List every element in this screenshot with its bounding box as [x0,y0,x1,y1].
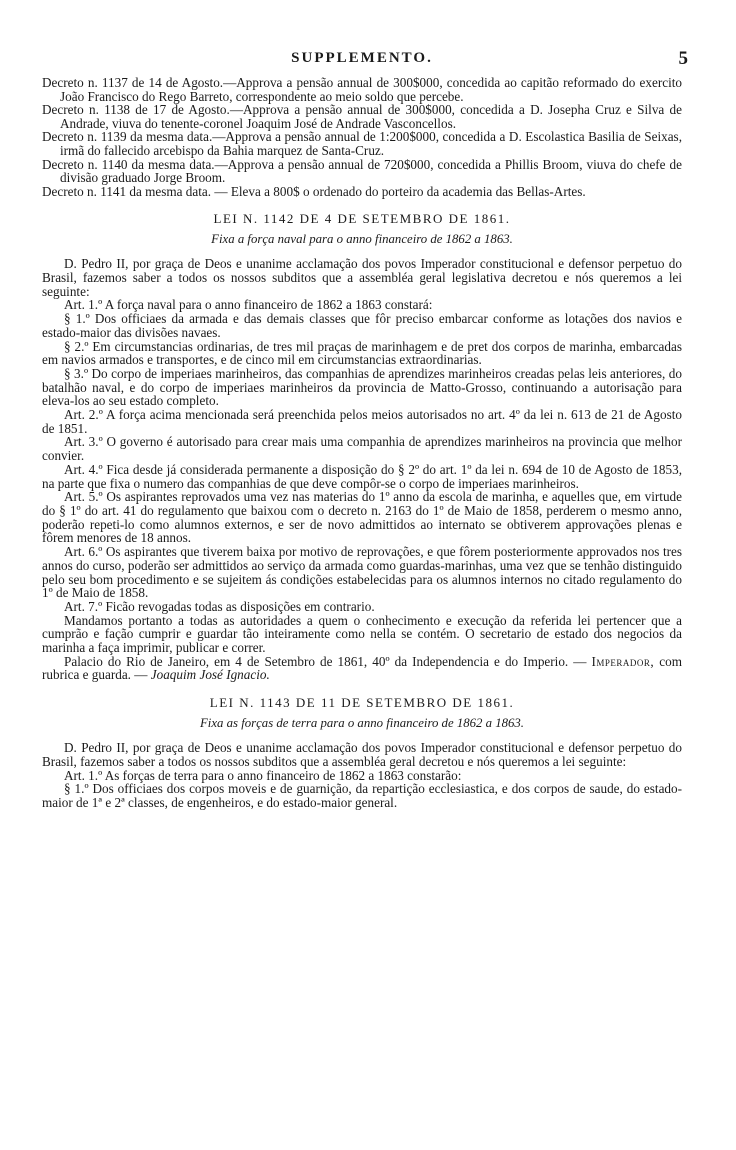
closing-rubric: com rubrica e guarda. — [42,653,683,683]
law-paragraph: Art. 2.º A força acima mencionada será preenchida pelos meios autorisados no art. 4º da lei n. 613 de 21 de Agosto de 1851. [42,407,682,436]
law-subtitle: Fixa a força naval para o anno financeiro de 1862 a 1863. [211,232,513,247]
law-paragraph: Art. 4.º Fica desde já considerada permanente a disposição do § 2º do art. 1º da lei n. 694 de 10 de Agosto de 1853, na parte que fixa o numero das companhias de que deve compôr-se o corpo de imperiaes marinheiros. [42,461,682,491]
closing-text: Palacio do Rio de Janeiro, em 4 de Setembro de 1861, 40º da Independencia e do Imperio. — [64,653,587,669]
decree-list [42,76,682,198]
law-paragraph: Art. 1.º As forças de terra para o anno financeiro de 1862 a 1863 constarão: [64,767,462,783]
law-paragraph: Art. 3.º O governo é autorisado para crear mais uma companhia de aprendizes marinheiros na provincia que melhor convier. [42,434,682,464]
decree-entry: Decreto n. 1137 de 14 de Agosto.—Approva a pensão annual de 300$000, concedida ao capitão reformado do exercito João Francisco do Rego Barreto, correspondente ao meio soldo que percebe. [42,75,682,104]
decree-entry: Decreto n. 1138 de 17 de Agosto.—Approva a pensão annual de 300$000, concedida a D. Josepha Cruz e Silva de Andrade, viuva do tenente-coronel Joaquim José de Andrade Vasconcellos. [42,102,682,131]
law-paragraph: § 3.º Do corpo de imperiaes marinheiros, das companhias de aprendizes marinheiros creadas pelas leis anteriores, do batalhão naval, e do corpo de imperiaes marinheiros da provincia de Matto-Grosso, continuando a autorisação para eleva-los ao seu estado completo. [42,365,682,409]
law-paragraph: Mandamos portanto a todas as autoridades a quem o conhecimento e execução da referida lei pertencer que a cumprão e fação cumprir e guardar tão inteiramente como nella se contém. O secretario de estado dos negocios da marinha a faça imprimir, publicar e correr. [42,612,682,656]
decree-entry: Decreto n. 1140 da mesma data.—Approva a pensão annual de 720$000, concedida a Phillis Broom, viuva do chefe de divisão graduado Jorge Broom. [42,156,682,186]
law-paragraph: D. Pedro II, por graça de Deos e unanime acclamação dos povos Imperador constitucional e defensor perpetuo do Brasil, fazemos saber a todos os nossos subditos que a assembléa geral legislativa decretou e nós queremos a lei seguinte: [42,256,682,299]
law-closing [42,655,682,682]
closing-emperor: Imperador, [591,653,655,669]
law-1142 [42,211,682,682]
law-paragraph: § 1.º Dos officiaes da armada e das demais classes que fôr preciso embarcar conforme as lotações dos navios e estado-maior das divisões navaes. [42,311,682,340]
law-paragraph: Art. 5.º Os aspirantes reprovados uma vez nas materias do 1º anno da escola de marinha, e aquelles que, em virtude do § 1º do art. 41 do regulamento que baixou com o decreto n. 2163 do 1º de Maio de 1858, perderem o mesmo anno, poderão repeti-lo como alumnos externos, e ser de novo admittidos ao internato se obtiverem approvações plenas e fôrem menores de 18 annos. [42,489,682,546]
page-number: 5 [678,48,688,69]
law-paragraph: Art. 6.º Os aspirantes que tiverem baixa por motivo de reprovações, e que fôrem posteriormente approvados nos tres annos do curso, poderão ser admittidos ao serviço da armada como guardas-marinhas, uma vez que se tenhão distinguido pelo seu bom procedimento e se sujeitem ás condições estabelecidas para os alumnos internos no citado regulamento do 1º de Maio de 1858. [42,544,682,601]
law-title: LEI N. 1143 DE 11 DE SETEMBRO DE 1861. [209,695,515,711]
law-subtitle: Fixa as forças de terra para o anno financeiro de 1862 a 1863. [199,716,525,731]
law-paragraph: § 2.º Em circumstancias ordinarias, de tres mil praças de marinhagem e de pret dos corpos de marinha, embarcadas em navios armados e transportes, e de cinco mil em circumstancias extraordinarias. [42,338,682,368]
law-paragraph: Art. 1.º A força naval para o anno financeiro de 1862 a 1863 constará: [64,297,433,313]
law-title: LEI N. 1142 DE 4 DE SETEMBRO DE 1861. [213,211,511,227]
law-1143 [42,695,682,810]
decree-entry: Decreto n. 1139 da mesma data.—Approva a pensão annual de 1:200$000, concedida a D. Escolastica Basilia de Seixas, irmã do fallecido arcebispo da Bahia marquez de Santa-Cruz. [42,129,682,158]
law-paragraph: D. Pedro II, por graça de Deos e unanime acclamação dos povos Imperador constitucional e defensor perpetuo do Brasil, fazemos saber a todos os nossos subditos que a assembléa geral decretou e nós queremos a lei seguinte: [42,740,682,769]
law-paragraph: Art. 7.º Ficão revogadas todas as disposições em contrario. [64,598,375,614]
decree-entry: Decreto n. 1141 da mesma data. — Eleva a 800$ o ordenado do porteiro da academia das Bellas-Artes. [42,183,586,199]
document-page [42,48,688,810]
closing-minister: Joaquim José Ignacio. [150,667,270,683]
running-title: SUPPLEMENTO. [291,50,433,66]
law-paragraph: § 1.º Dos officiaes dos corpos moveis e de guarnição, da repartição ecclesiastica, e dos corpos de saude, do estado-maior de 1ª e 2ª classes, de engenheiros, e do estado-maior general. [42,781,682,810]
page-header [42,48,688,76]
